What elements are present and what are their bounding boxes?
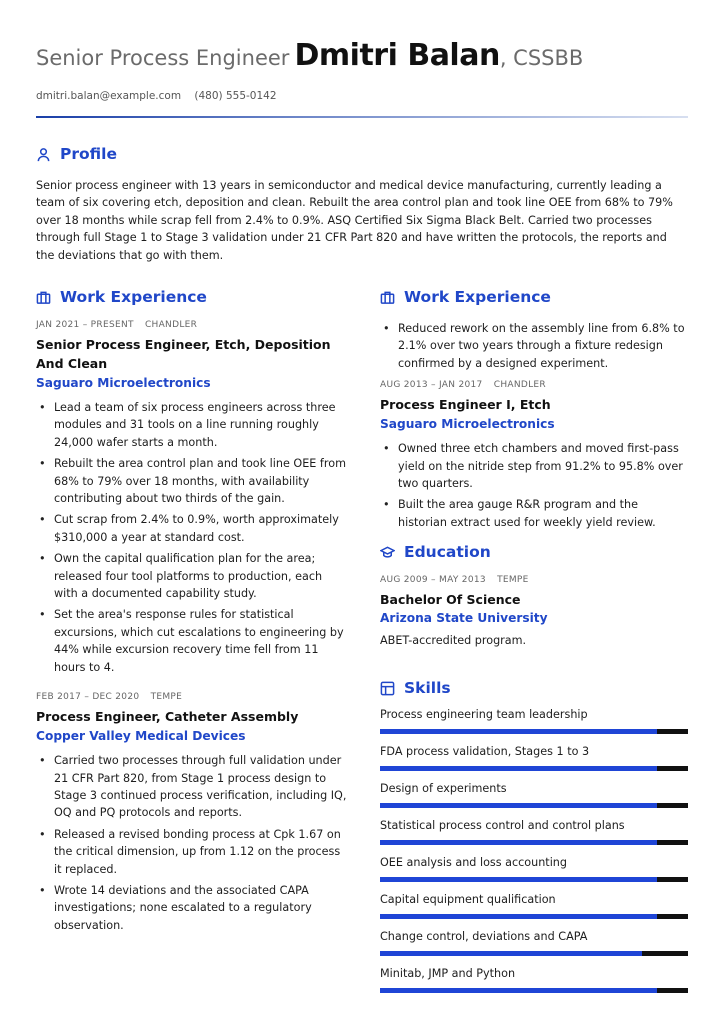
layout-grid-icon bbox=[380, 681, 395, 696]
left-column bbox=[36, 288, 348, 938]
skill-level-bar bbox=[380, 840, 688, 845]
briefcase-icon bbox=[380, 290, 395, 305]
contact-line bbox=[36, 90, 688, 102]
skill-level-fill bbox=[380, 988, 657, 993]
skill-item bbox=[380, 855, 688, 882]
job-entry bbox=[36, 692, 348, 934]
work-experience-heading-continued bbox=[380, 288, 688, 306]
briefcase-icon bbox=[36, 290, 51, 305]
skill-level-bar bbox=[380, 914, 688, 919]
education-degree: Bachelor Of Science bbox=[380, 592, 521, 608]
job-bullets bbox=[380, 440, 688, 531]
skill-level-fill bbox=[380, 729, 657, 734]
skill-level-fill bbox=[380, 951, 642, 956]
job-bullets bbox=[36, 752, 348, 934]
job-bullet: • Lead a team of six process engineers across three modules and 31 tools on a line running roughly 24,000 wafer starts a month. bbox=[36, 399, 348, 451]
job-bullet: • Owned three etch chambers and moved first-pass yield on the nitride step from 91.2% to 95.8% over two quarters. bbox=[380, 440, 688, 492]
education-section bbox=[380, 543, 688, 647]
work-experience-heading bbox=[36, 288, 348, 306]
job-meta bbox=[36, 320, 348, 330]
job-company: Copper Valley Medical Devices bbox=[36, 729, 246, 744]
work-experience-heading-label: Work Experience bbox=[404, 288, 551, 306]
job-title: Process Engineer I, Etch bbox=[380, 397, 551, 413]
education-entry bbox=[380, 575, 688, 647]
skill-level-bar bbox=[380, 729, 688, 734]
skills-list bbox=[380, 707, 688, 993]
job-location: TEMPE bbox=[150, 692, 183, 703]
profile-heading bbox=[36, 145, 688, 163]
job-location: CHANDLER bbox=[493, 380, 546, 391]
profile-heading-label: Profile bbox=[60, 145, 117, 163]
resume-header bbox=[36, 38, 688, 102]
job-bullet: • Built the area gauge R&R program and the historian extract used for weekly yield review. bbox=[380, 496, 688, 531]
job-dates: AUG 2013 – JAN 2017 bbox=[380, 380, 483, 391]
phone-number: (480) 555-0142 bbox=[194, 90, 277, 102]
skills-heading-label: Skills bbox=[404, 679, 451, 698]
job-bullets-continued bbox=[380, 320, 688, 372]
job-meta bbox=[36, 692, 348, 702]
job-bullets bbox=[36, 399, 348, 676]
job-bullet: • Set the area's response rules for statistical excursions, which cut escalations to engineering by 44% while excursion recovery time fell from 11 hours to 4. bbox=[36, 606, 348, 676]
skill-level-bar bbox=[380, 988, 688, 993]
job-title: Process Engineer, Catheter Assembly bbox=[36, 709, 299, 725]
skill-item bbox=[380, 781, 688, 808]
header-divider bbox=[36, 116, 688, 118]
credential: , CSSBB bbox=[499, 46, 584, 70]
skill-level-bar bbox=[380, 877, 688, 882]
job-bullet: • Reduced rework on the assembly line from 6.8% to 2.1% over two years through a fixture redesign confirmed by a designed experiment. bbox=[380, 320, 688, 372]
job-dates: JAN 2021 – PRESENT bbox=[36, 320, 134, 330]
person-icon bbox=[36, 147, 51, 162]
job-bullet: • Released a revised bonding process at Cpk 1.67 on the critical dimension, up from 1.12 on the process it replaced. bbox=[36, 826, 348, 878]
skill-name: Change control, deviations and CAPA bbox=[380, 930, 588, 944]
skill-name: Design of experiments bbox=[380, 782, 507, 796]
skill-level-bar bbox=[380, 951, 688, 956]
skill-item bbox=[380, 707, 688, 734]
job-company: Saguaro Microelectronics bbox=[380, 417, 555, 432]
work-experience-heading-label: Work Experience bbox=[60, 288, 207, 306]
skill-item bbox=[380, 744, 688, 771]
job-dates: FEB 2017 – DEC 2020 bbox=[36, 692, 140, 703]
job-role: Senior Process Engineer bbox=[36, 46, 290, 70]
skill-name: FDA process validation, Stages 1 to 3 bbox=[380, 745, 590, 759]
education-location: TEMPE bbox=[497, 575, 529, 586]
job-bullet: • Wrote 14 deviations and the associated CAPA investigations; none escalated to a regulatory observation. bbox=[36, 882, 348, 934]
skill-item bbox=[380, 892, 688, 919]
skills-section bbox=[380, 679, 688, 993]
skill-item bbox=[380, 818, 688, 845]
education-dates: AUG 2009 – MAY 2013 bbox=[380, 575, 486, 586]
education-note: ABET-accredited program. bbox=[380, 634, 527, 648]
email-link[interactable]: dmitri.balan@example.com bbox=[36, 90, 182, 102]
skill-level-fill bbox=[380, 877, 657, 882]
job-bullet: • Rebuilt the area control plan and took line OEE from 68% to 79% over 18 months, with availability contributing about two thirds of the gain. bbox=[36, 455, 348, 507]
job-meta bbox=[380, 380, 688, 390]
job-bullet: • Cut scrap from 2.4% to 0.9%, worth approximately $310,000 a year at standard cost. bbox=[36, 511, 348, 546]
job-bullet: • Own the capital qualification plan for the area; released four tool platforms to production, each with a documented capability study. bbox=[36, 550, 348, 602]
skill-level-fill bbox=[380, 803, 657, 808]
skill-item bbox=[380, 966, 688, 993]
skill-level-fill bbox=[380, 840, 657, 845]
skill-level-fill bbox=[380, 766, 657, 771]
job-title: Senior Process Engineer, Etch, Deposition And Clean bbox=[36, 337, 331, 371]
skill-name: Statistical process control and control plans bbox=[380, 819, 625, 833]
education-meta bbox=[380, 575, 688, 585]
skill-name: OEE analysis and loss accounting bbox=[380, 856, 567, 870]
job-company: Saguaro Microelectronics bbox=[36, 376, 211, 390]
profile-section bbox=[36, 145, 688, 264]
skill-name: Minitab, JMP and Python bbox=[380, 967, 516, 981]
skills-heading bbox=[380, 679, 688, 697]
graduation-cap-icon bbox=[380, 545, 395, 560]
education-heading bbox=[380, 543, 688, 561]
skill-name: Process engineering team leadership bbox=[380, 708, 588, 722]
job-location: CHANDLER bbox=[144, 320, 198, 330]
skill-level-bar bbox=[380, 766, 688, 771]
education-school: Arizona State University bbox=[380, 611, 548, 626]
education-heading-label: Education bbox=[404, 543, 491, 562]
job-bullet: • Carried two processes through full validation under 21 CFR Part 820, from Stage 1 process design to Stage 3 continued process verification, including IQ, OQ and PQ protocols and reports. bbox=[36, 752, 348, 822]
right-column bbox=[380, 288, 688, 993]
skill-name: Capital equipment qualification bbox=[380, 893, 556, 907]
profile-summary: Senior process engineer with 13 years in semiconductor and medical device manufacturing, currently leading a team of six covering etch, deposition and clean. Rebuilt the area control plan and took line OEE from 68% to 79% over 18 months while scrap fell from 2.4% to 0.9%. ASQ Certified Six Sigma Black Belt. Carried two processes through full Stage 1 to Stage 3 validation under 21 CFR Part 820 and have written the protocols, the reports and the deviations that go with them. bbox=[36, 179, 673, 262]
skill-item bbox=[380, 929, 688, 956]
name-line bbox=[36, 38, 688, 78]
candidate-name: Dmitri Balan bbox=[294, 38, 500, 73]
job-entry bbox=[36, 320, 348, 676]
job-entry bbox=[380, 380, 688, 531]
skill-level-fill bbox=[380, 914, 657, 919]
skill-level-bar bbox=[380, 803, 688, 808]
